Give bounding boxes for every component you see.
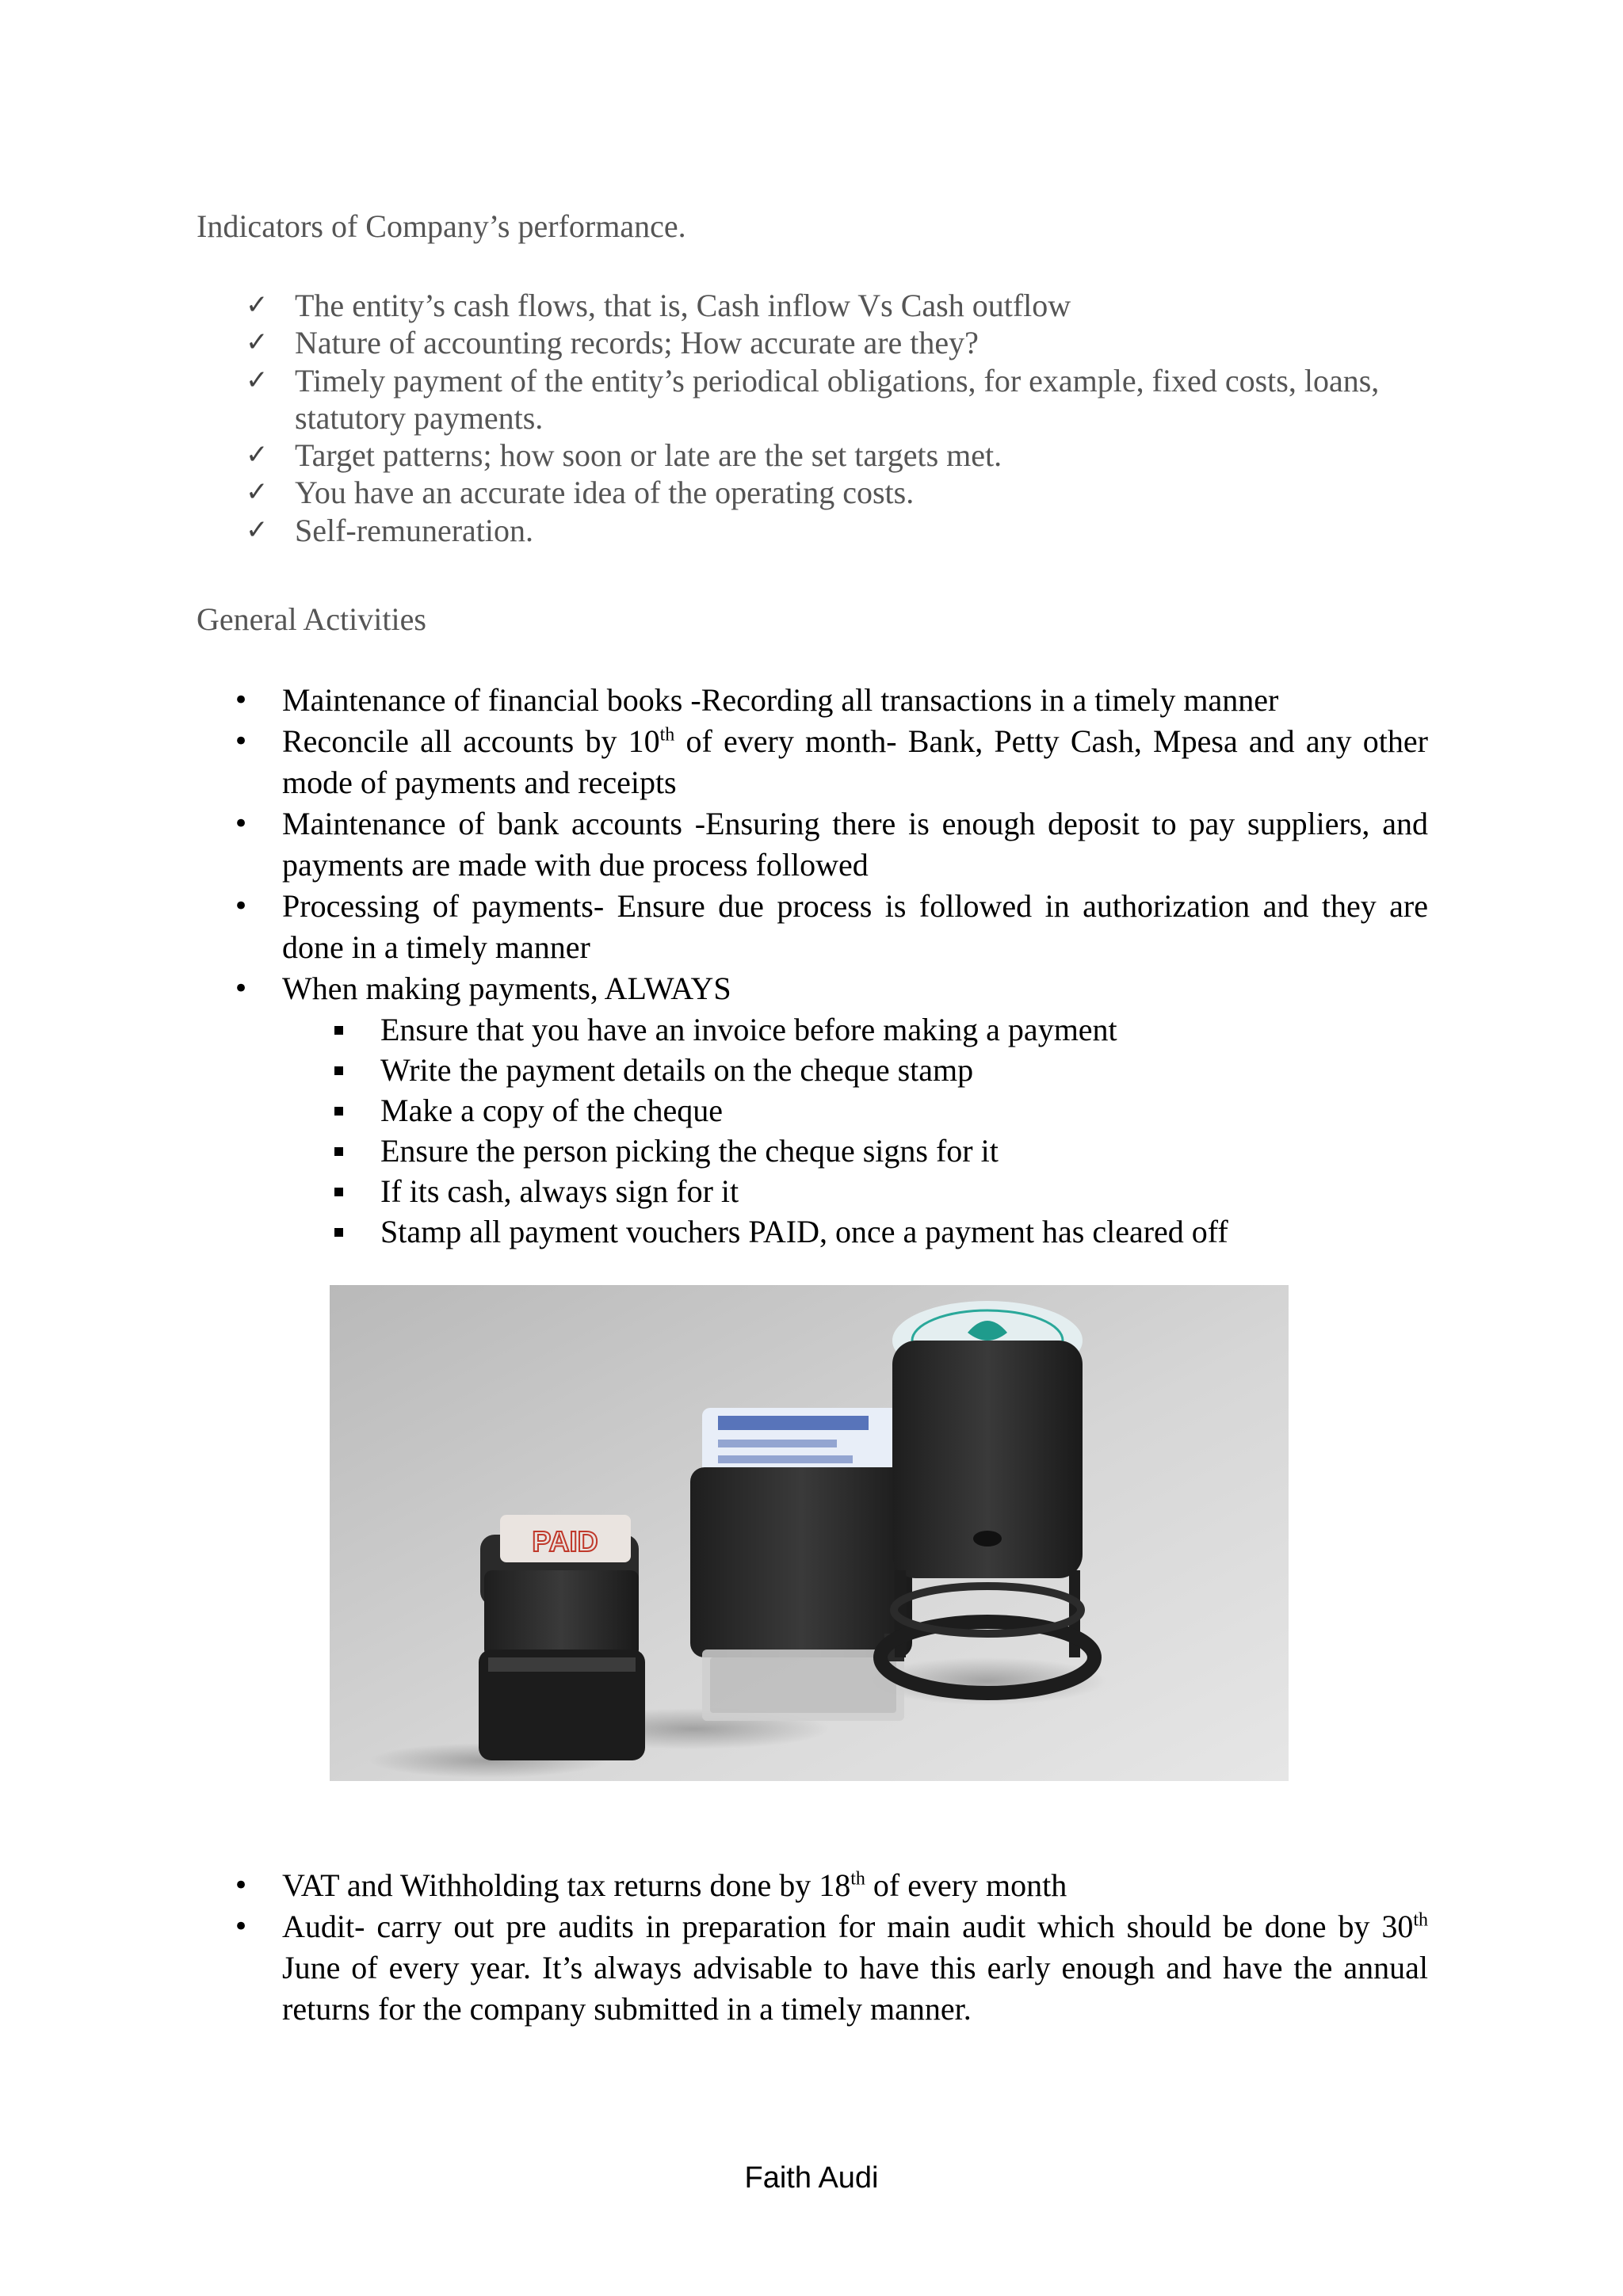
section-heading-general-activities: General Activities bbox=[197, 601, 426, 637]
square-bullet-icon bbox=[334, 1026, 343, 1035]
list-item: • Maintenance of financial books -Recording all transactions in a timely manner bbox=[0, 680, 1428, 721]
list-item: ✓ Timely payment of the entity’s periodical obligations, for example, fixed costs, loans, statutory payments. bbox=[246, 362, 1380, 436]
list-item: • Reconcile all accounts by 10th of every month- Bank, Petty Cash, Mpesa and any other mode of payments and receipts bbox=[0, 721, 1428, 803]
page-footer: Faith Audi bbox=[744, 2161, 879, 2195]
stamps-photo bbox=[330, 1285, 1289, 1781]
list-item: • When making payments, ALWAYS Ensure that you have an invoice before making a payment Write the payment details on the cheque stamp Make a copy of the cheque Ensure the person picking the cheque signs for it If its cash, always sign for it Stamp all payment vouchers PAID, once a payment has cleared off bbox=[0, 968, 1428, 1252]
indicator-checklist bbox=[0, 287, 1623, 549]
square-bullet-icon bbox=[334, 1228, 343, 1237]
round-stamp bbox=[880, 1301, 1094, 1693]
sub-list-item: Ensure the person picking the cheque signs for it bbox=[282, 1131, 1428, 1171]
square-bullet-icon bbox=[334, 1107, 343, 1116]
list-item: ✓ Nature of accounting records; How accurate are they? bbox=[246, 325, 979, 361]
paid-stamp-text: PAID bbox=[532, 1525, 598, 1558]
list-item: ✓ Target patterns; how soon or late are the set targets met. bbox=[246, 437, 1002, 474]
paid-stamp bbox=[479, 1515, 645, 1760]
square-bullet-icon bbox=[334, 1188, 343, 1196]
list-item: • Processing of payments- Ensure due process is followed in authorization and they are done in a timely manner bbox=[0, 886, 1428, 968]
checkmark-icon: ✓ bbox=[246, 513, 269, 546]
sub-list-item: Stamp all payment vouchers PAID, once a payment has cleared off bbox=[282, 1211, 1428, 1252]
sub-list-item: Make a copy of the cheque bbox=[282, 1090, 1428, 1131]
checkmark-icon: ✓ bbox=[246, 326, 269, 359]
tax-audit-list bbox=[0, 1865, 1623, 2030]
sub-list-item: Ensure that you have an invoice before making a payment bbox=[282, 1009, 1428, 1050]
payment-rules-list bbox=[282, 1009, 1428, 1252]
bullet-icon: • bbox=[233, 808, 250, 840]
square-bullet-icon bbox=[334, 1147, 343, 1156]
section-heading-indicators: Indicators of Company’s performance. bbox=[197, 208, 686, 244]
self-inking-stamp bbox=[690, 1408, 912, 1721]
sub-list-item: Write the payment details on the cheque stamp bbox=[282, 1050, 1428, 1090]
bullet-icon: • bbox=[233, 1911, 250, 1943]
checkmark-icon: ✓ bbox=[246, 289, 269, 321]
bullet-icon: • bbox=[233, 973, 250, 1005]
sub-list-item: If its cash, always sign for it bbox=[282, 1171, 1428, 1211]
list-item: ✓ Self-remuneration. bbox=[246, 512, 533, 548]
bullet-icon: • bbox=[233, 685, 250, 716]
square-bullet-icon bbox=[334, 1066, 343, 1075]
list-item: • Maintenance of bank accounts -Ensuring there is enough deposit to pay suppliers, and payments are made with due process followed bbox=[0, 803, 1428, 886]
checkmark-icon: ✓ bbox=[246, 364, 269, 396]
bullet-icon: • bbox=[233, 1870, 250, 1901]
list-item: • Audit- carry out pre audits in preparation for main audit which should be done by 30th June of every year. It’s always advisable to have this early enough and have the annual returns for the company submitted in a timely manner. bbox=[0, 1906, 1428, 2030]
list-item: ✓ The entity’s cash flows, that is, Cash inflow Vs Cash outflow bbox=[246, 288, 1071, 323]
checkmark-icon: ✓ bbox=[246, 476, 269, 509]
bullet-icon: • bbox=[233, 726, 250, 757]
checkmark-icon: ✓ bbox=[246, 439, 269, 471]
activities-list bbox=[0, 680, 1623, 1252]
list-item: ✓ You have an accurate idea of the operating costs. bbox=[246, 475, 915, 511]
bullet-icon: • bbox=[233, 891, 250, 922]
list-item: • VAT and Withholding tax returns done by 18th of every month bbox=[0, 1865, 1428, 1906]
